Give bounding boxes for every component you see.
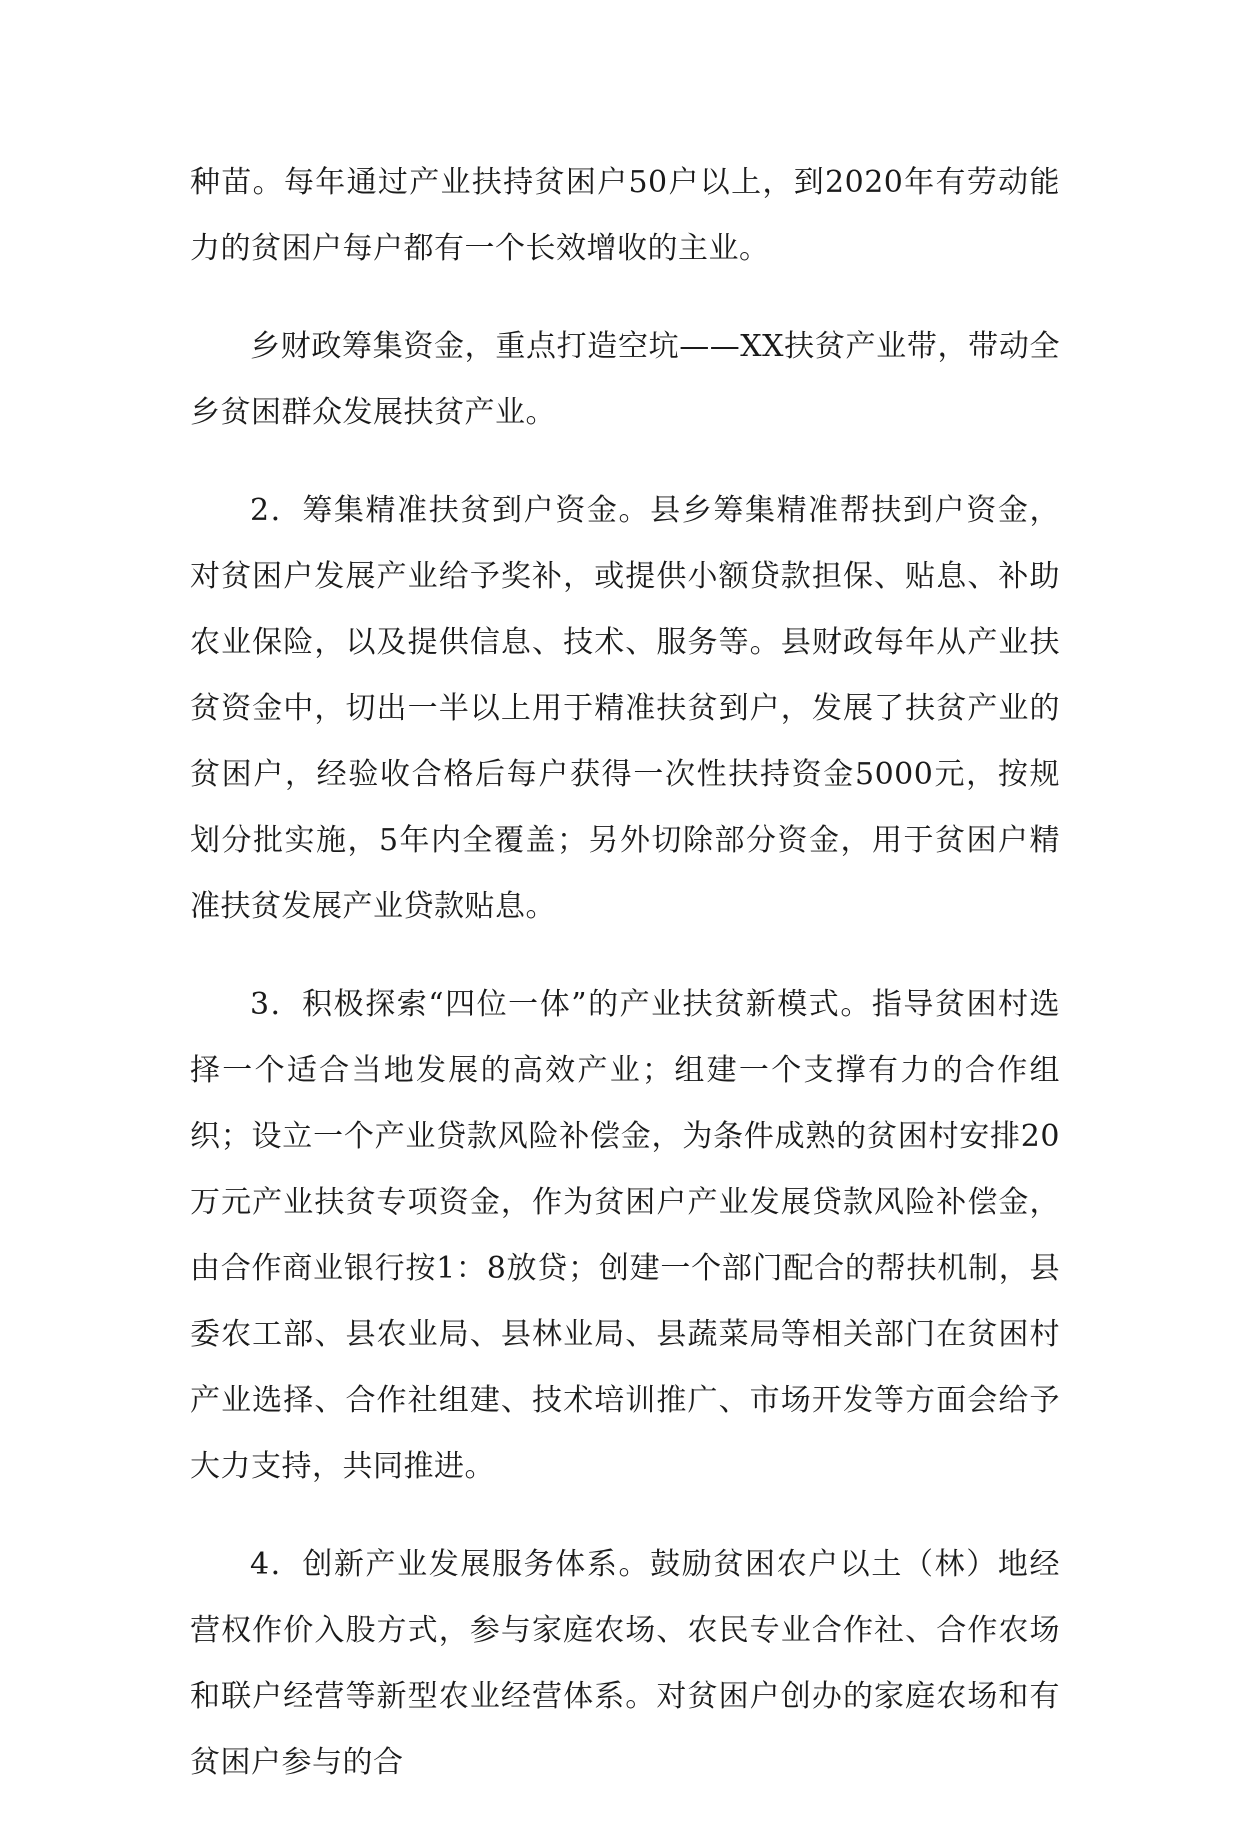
paragraph-township-finance: 乡财政筹集资金，重点打造空坑——XX扶贫产业带，带动全乡贫困群众发展扶贫产业。 — [190, 329, 1060, 430]
paragraph-item-4: 4．创新产业发展服务体系。鼓励贫困农户以土（林）地经营权作价入股方式，参与家庭农场、农民专业合作社、合作农场和联户经营等新型农业经营体系。对贫困户创办的家庭农场和有贫困户参与的合 — [190, 1547, 1060, 1780]
paragraph-continued: 种苗。每年通过产业扶持贫困户50户以上，到2020年有劳动能力的贫困户每户都有一个长效增收的主业。 — [190, 165, 1060, 266]
document-body — [190, 150, 1060, 1828]
paragraph-item-2: 2．筹集精准扶贫到户资金。县乡筹集精准帮扶到户资金，对贫困户发展产业给予奖补，或提供小额贷款担保、贴息、补助农业保险，以及提供信息、技术、服务等。县财政每年从产业扶贫资金中，切出一半以上用于精准扶贫到户，发展了扶贫产业的贫困户，经验收合格后每户获得一次性扶持资金5000元，按规划分批实施，5年内全覆盖；另外切除部分资金，用于贫困户精准扶贫发展产业贷款贴息。 — [190, 493, 1060, 924]
paragraph-item-3: 3．积极探索“四位一体”的产业扶贫新模式。指导贫困村选择一个适合当地发展的高效产业；组建一个支撑有力的合作组织；设立一个产业贷款风险补偿金，为条件成熟的贫困村安排20万元产业扶贫专项资金，作为贫困户产业发展贷款风险补偿金，由合作商业银行按1：8放贷；创建一个部门配合的帮扶机制，县委农工部、县农业局、县林业局、县蔬菜局等相关部门在贫困村产业选择、合作社组建、技术培训推广、市场开发等方面会给予大力支持，共同推进。 — [190, 987, 1060, 1484]
